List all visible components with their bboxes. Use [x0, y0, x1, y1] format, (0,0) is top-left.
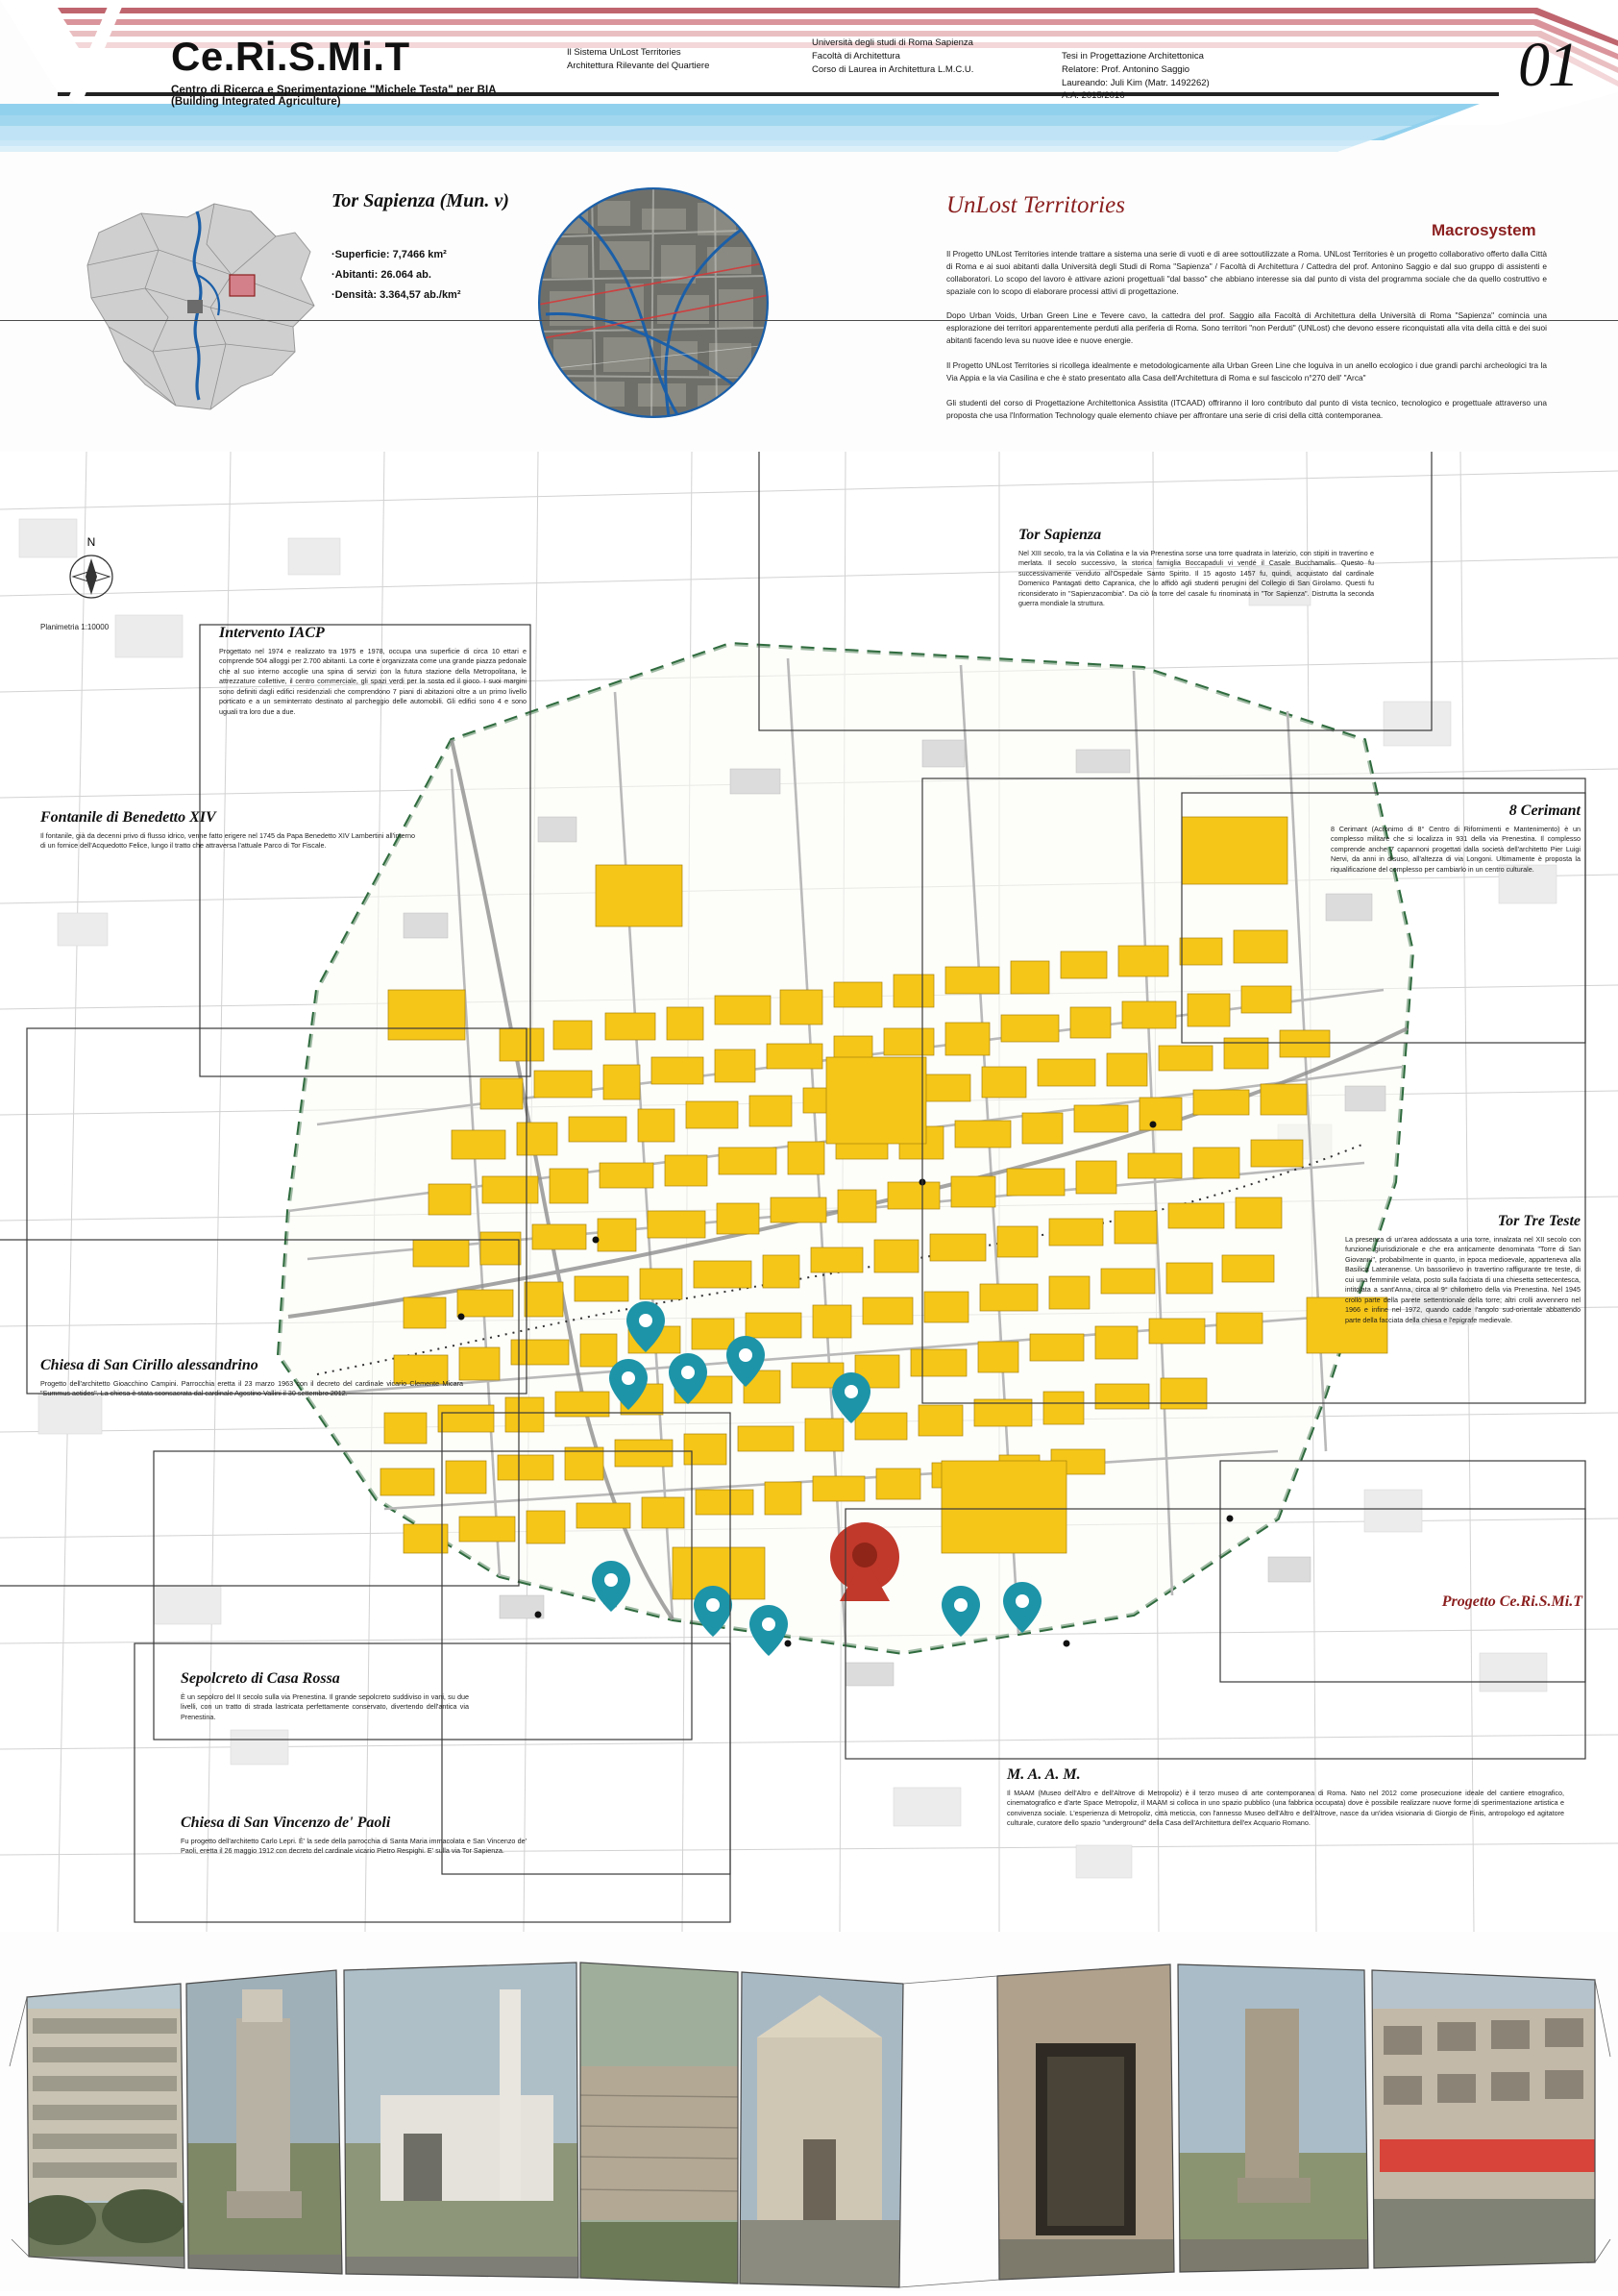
municipio-map — [53, 183, 360, 423]
photo-7 — [1172, 1961, 1374, 2287]
macrosystem-label: Macrosystem — [1432, 221, 1536, 239]
callout-tor-sapienza — [1018, 527, 1374, 609]
photo-strip — [0, 1951, 1618, 2291]
intro-paragraph-2: Dopo Urban Voids, Urban Green Line e Tevere cavo, la cattedra del prof. Saggio alla Facoltà di Architettura della Università di Roma "Sapienza" comincia una esplorazione dei territori apparentemente perduti alla periferia di Roma. Sono territori "non Perduti" (UNLost) che devono essere riconquistati alla vita della città e dei suoi abitanti facendo leva su nuove idee e nuove energie. — [946, 310, 1547, 346]
callout-text: 8 Cerimant (Acronimo di 8° Centro di Rifornimenti e Mantenimento) è un complesso militare che si localizza in 931 della via Prenestina. Il complesso comprende anche 7 capannoni progettati dalla società dell'architetto Pier Luigi Nervi, da anni in disuso, all'altezza di via Longoni. Ultimamente è proposta la riqualificazione del complesso per cambiarlo in un centro culturale. — [1331, 825, 1581, 874]
unlost-title: UnLost Territories — [946, 192, 1125, 218]
header-faculty: Facoltà di Architettura — [812, 50, 900, 62]
stat-abitanti: ·Abitanti: 26.064 ab. — [331, 268, 431, 281]
header-year: A.A. 2015/2016 — [1062, 90, 1125, 102]
stat-superficie: ·Superficie: 7,7466 km² — [331, 249, 447, 260]
header-university: Università degli studi di Roma Sapienza — [812, 37, 973, 48]
header-system-line: Il Sistema UnLost Territories — [567, 47, 681, 58]
municipio-title: Tor Sapienza (Mun. v) — [331, 190, 509, 211]
photo-3 — [338, 1957, 584, 2289]
callout-text: La presenza di un'area addossata a una torre, innalzata nel XII secolo con funzione giurisdizionale e che era anticamente denominata "Torre di San Giovanni", probabilmente in quanto, in epoca medioevale, apparteneva alla Basilica Lateranense. Un bassorilievo in travertino raffigurante tre teste, di cui una femminile velata, posto sulla facciata di una chiesetta settecentesca, intitolata a sant'Anna, circa al 9° chilometro della via Prenestina. Nel 1945 crollò parte della parete settentrionale della torre; altri crolli avvennero nel 1966 e infine nel 1972, quando cadde l'angolo sud-orientale abbattendo parte della facciata della chiesa e l'epigrafe medievale. — [1345, 1235, 1581, 1324]
callout-text: Il MAAM (Museo dell'Altro e dell'Altrove di Metropoliz) è il terzo museo di arte contemporanea di Roma. Nato nel 2012 come prosecuzione ideale del cantiere etnografico, cinematografico e d'arte Space Metropoliz, il MAAM si colloca in uno spazio pubblico (una fabbrica occupata) dove è possibile realizzare nuove forme di sperimentazione artistica e convivenza sociale. L'esperienza di Metropoliz, città meticcia, con l'annesso Museo dell'Altro e dell'Altrove, nasce da un'idea visionaria di Giorgio de Finis, antropologo ed agitatore culturale, curatore dello spazio "underground" della Casa dell'Architettura dell'ex Acquario Romano. — [1007, 1789, 1564, 1828]
header-supervisor: Relatore: Prof. Antonino Saggio — [1062, 63, 1190, 75]
plate-number: 01 — [1518, 30, 1578, 100]
logo-subtitle2: (Building Integrated Agriculture) — [171, 96, 341, 108]
callout-progetto-cerismit — [1357, 1593, 1582, 1616]
callout-title: Fontanile di Benedetto XIV — [40, 809, 216, 826]
callout-text: Nel XIII secolo, tra la via Collatina e la via Prenestina sorse una torre quadrata in laterizio, con stipiti in travertino e merlata. Il secolo successivo, la storica famiglia Boccapaduli vi vendé il Casale Bucchamalis. Questo fu successivamente venduto all'Ospedale Santo Spirito. Il 15 agosto 1457 fu, quindi, acquistato dal cardinale Domenico Pantagati detto Capranica, che lo affidò agli studenti perugini del Collegio di San Girolamo. Questi fu riconsiderato in "Sapienzacombia". Da ciò la torre del casale fu rinominata in "Tor Sapienza". Distrutta la seconda guerra mondiale la struttura. — [1018, 549, 1374, 608]
stat-densita: ·Densità: 3.364,57 ab./km² — [331, 288, 461, 301]
header-column-university — [812, 37, 973, 76]
callout-text: Progetto dell'architetto Gioacchino Campini. Parrocchia eretta il 23 marzo 1963 con il decreto del cardinale vicario Clemente Micara "Summus aetides". La chiesa è stata sconsacrata dal cardinale Agostino Vallini il 30 settembre 2012. — [40, 1379, 463, 1398]
logo-subtitle — [171, 85, 497, 96]
photo-4 — [575, 1957, 744, 2289]
callout-8-cerimant — [1331, 802, 1581, 875]
municipio-stats — [331, 245, 461, 306]
poster-header — [0, 0, 1618, 154]
callout-title: Tor Sapienza — [1018, 527, 1102, 543]
intro-body — [946, 248, 1547, 433]
callout-title: Intervento IACP — [219, 625, 325, 641]
callout-title: Chiesa di San Vincenzo de' Paoli — [181, 1815, 391, 1831]
callout-title: M. A. A. M. — [1007, 1766, 1081, 1783]
header-course: Corso di Laurea in Architettura L.M.C.U. — [812, 63, 974, 75]
callout-title: Sepolcreto di Casa Rossa — [181, 1670, 340, 1687]
callout-text: Progettato nel 1974 e realizzato tra 1975 e 1978, occupa una superficie di circa 10 ettari e comprende 504 alloggi per 2.700 abitanti. La corte è organizzata come una grande piazza pedonale che al suo interno accoglie una spina di servizi con la futura stazione della Metropolitana, le attrezzature collettive, il centro commerciale, gli spazi verdi per la sosta ed il gioco. I suoi margini sono definiti dagli edifici residenziali che comprendono 7 piani di abitazioni oltre a un primo livello porticato e a un seminterrato destinato al parcheggio delle automobili. Gli edifici sono 4 e sono uguali tra loro due a due. — [219, 647, 527, 716]
header-column-thesis — [1062, 50, 1210, 103]
callout-title: 8 Cerimant — [1508, 802, 1581, 819]
callout-fontanile-benedetto-xiv — [40, 809, 415, 852]
logo-title: Ce.Ri.S.Mi.T — [171, 34, 410, 79]
logo-block — [171, 34, 497, 108]
callout-maam — [1007, 1766, 1564, 1829]
compass-rose — [60, 533, 127, 610]
callout-title: Progetto Ce.Ri.S.Mi.T — [1441, 1593, 1582, 1610]
photo-2 — [183, 1961, 352, 2289]
callout-chiesa-san-vincenzo — [181, 1815, 527, 1857]
intro-paragraph-4: Gli studenti del corso di Progettazione Architettonica Assistita (ITCAAD) offriranno il loro contributo dal punto di vista tecnico, tecnologico e progettuale attraverso una proposta che usa l'Information Technology quale elemento chiave per affrontare una serie di crisi della città contemporanea. — [946, 397, 1547, 420]
callout-chiesa-san-cirillo — [40, 1357, 463, 1399]
callout-text: Fu progetto dell'architetto Carlo Lepri. È' la sede della parrocchia di Santa Maria immacolata e San Vincenzo de' Paoli, eretta il 26 maggio 1912 con decreto del cardinale vicario Pietro Respighi. E' sulla via Tor Sapienza. — [181, 1837, 527, 1856]
scale-note: Planimetria 1:10000 — [40, 623, 110, 631]
callout-title: Chiesa di San Cirillo alessandrino — [40, 1357, 258, 1373]
header-column-project — [567, 46, 709, 73]
aerial-photo-circle — [538, 187, 769, 418]
photo-5 — [734, 1964, 907, 2291]
svg-text:N: N — [86, 535, 96, 549]
photo-6 — [992, 1961, 1180, 2287]
intro-paragraph-3: Il Progetto UNLost Territories si ricollega idealmente e metodologicamente alla Urban Green Line che loguiva in un anello ecologico i due grandi parchi archeologici tra la Via Appia e la via Casilina e che è stato presentato alla Casa dell'Architettura di Roma e sul fascicolo n°270 dell' "Arca" — [946, 360, 1547, 383]
logo-subtitle-text: Centro di Ricerca e Sperimentazione "Michele Testa" per BIA — [171, 85, 497, 96]
callout-sepolcreto-casa-rossa — [181, 1670, 469, 1722]
photo-1 — [19, 1961, 202, 2289]
photo-8 — [1366, 1963, 1601, 2272]
callout-tor-tre-teste — [1345, 1213, 1581, 1325]
divider-top — [0, 320, 1618, 321]
callout-text: Il fontanile, già da decenni privo di flusso idrico, venne fatto erigere nel 1745 da Papa Benedetto XIV Lambertini all'interno di un fornice dell'Acquedotto Felice, lungo il tratto che attraversa l'attuale Parco di Tor Fiscale. — [40, 831, 415, 851]
photo-strip-frames — [0, 1951, 1618, 2291]
callout-title: Tor Tre Teste — [1497, 1213, 1581, 1229]
header-graduand: Laureando: Juli Kim (Matr. 1492262) — [1062, 77, 1210, 88]
callout-intervento-iacp — [219, 625, 527, 717]
intro-paragraph-1: Il Progetto UNLost Territories intende trattare a sistema una serie di vuoti e di aree sottoutilizzate a Roma. UNLost Territories è un progetto collaborativo offerto dalla Città di Roma e ai suoi abitanti dalla Università degli Studi di Roma "Sapienza" / Facoltà di Architettura / Cattedra del prof. Antonino Saggio e dal suo gruppo di assistenti e collaboratori. Lo scopo del lavoro è attivare azioni progettuali "dal basso" che abbiano interesse sia dal punto di vista del programma sociale che da quello costruttivo e spaziale con lo scopo di elaborare processi attivi di progettazione. — [946, 249, 1547, 296]
callout-text: È un sepolcro del II secolo sulla via Prenestina. Il grande sepolcreto suddiviso in vani, su due livelli, con un tratto di strada lastricata perfettamente conservato, divertendo dell'antica via Prenestina. — [181, 1692, 469, 1721]
header-architecture-line: Architettura Rilevante del Quartiere — [567, 60, 710, 71]
header-thesis: Tesi in Progettazione Architettonica — [1062, 51, 1204, 62]
